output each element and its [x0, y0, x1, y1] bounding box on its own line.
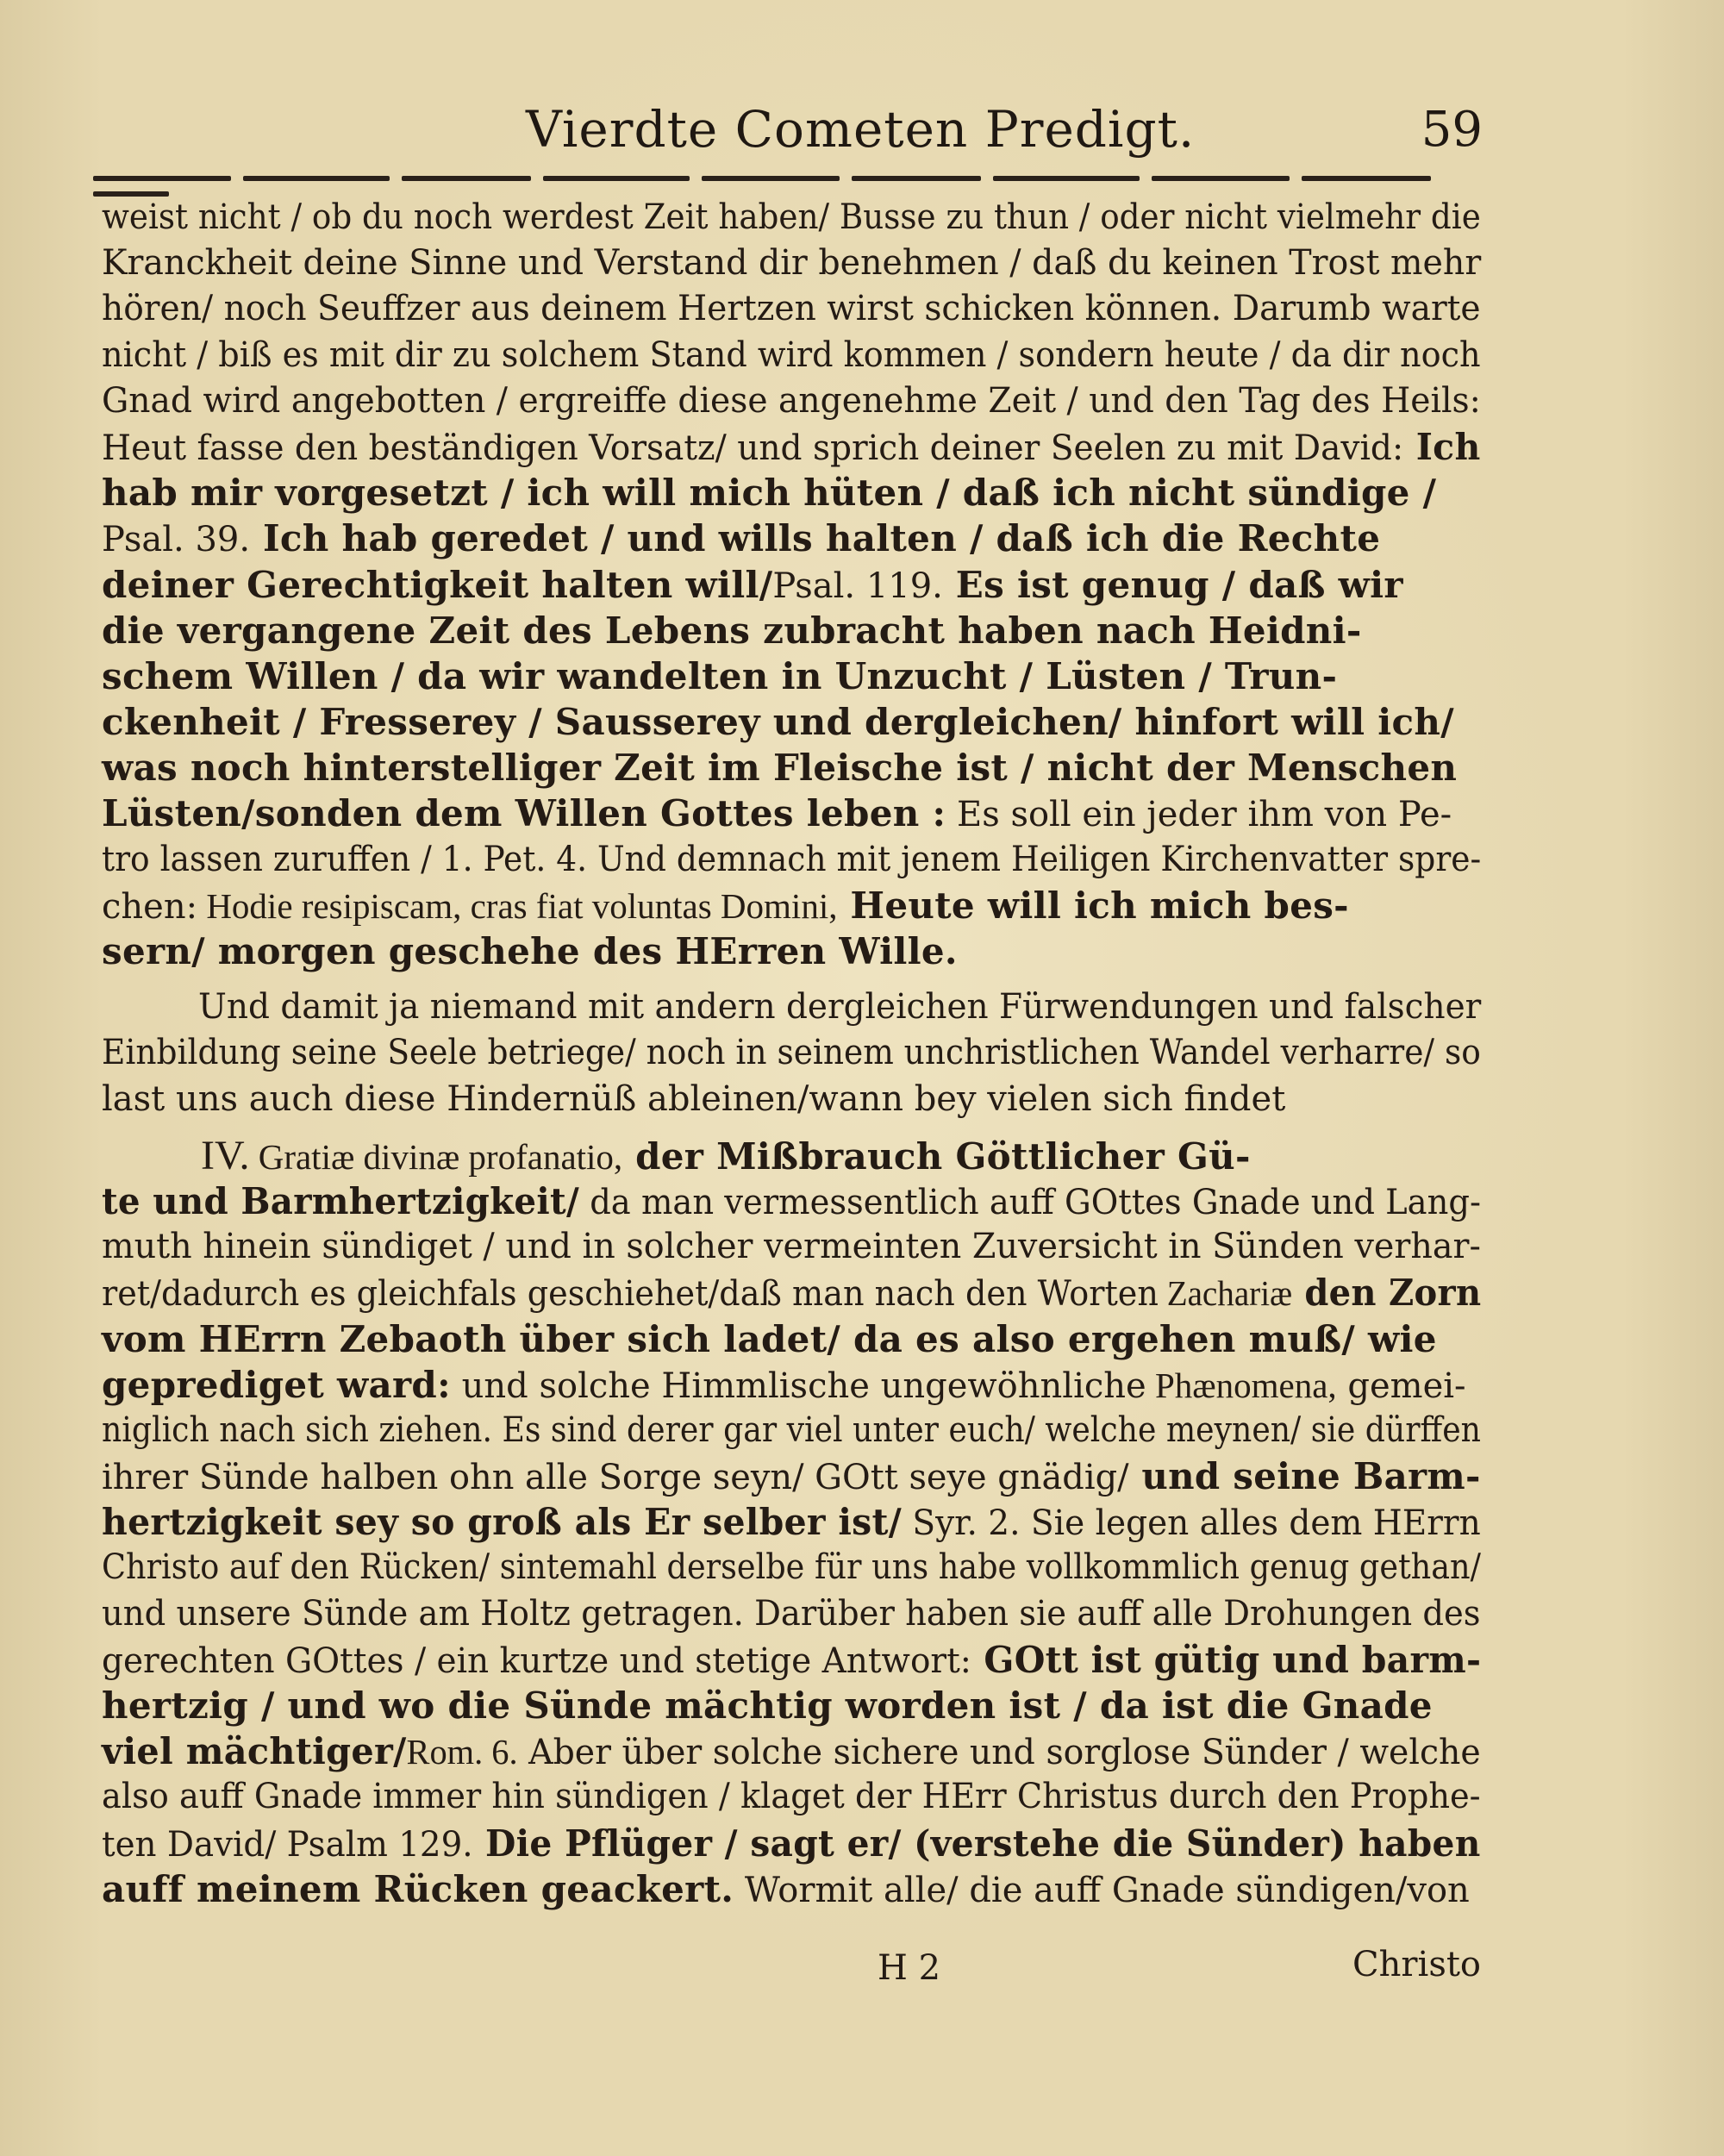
text-line: ihrer Sünde halben ohn alle Sorge seyn/ GOtt seye gnädig/ und seine Barm-: [102, 1455, 1481, 1498]
page-header: [95, 93, 1483, 162]
text-line: hertzig / und wo die Sünde mächtig worden ist / da ist die Gnade: [102, 1684, 1433, 1727]
text-line: hören/ noch Seuffzer aus deinem Hertzen wirst schicken können. Darumb warte: [102, 289, 1481, 329]
text-line: IV. Gratiæ divinæ profanatio, der Mißbrauch Göttlicher Gü-: [201, 1132, 1251, 1178]
text-line: weist nicht / ob du noch werdest Zeit haben/ Busse zu thun / oder nicht vielmehr die: [102, 197, 1481, 237]
text-line: Gnad wird angebotten / ergreiffe diese angenehme Zeit / und den Tag des Heils:: [102, 380, 1481, 421]
text-line: viel mächtiger/Rom. 6. Aber über solche sichere und sorglose Sünder / welche: [102, 1730, 1481, 1773]
text-line: Und damit ja niemand mit andern dergleichen Fürwendungen und falscher: [198, 987, 1482, 1028]
text-line: Psal. 39. Ich hab geredet / und wills halten / daß ich die Rechte: [102, 517, 1381, 560]
catchword: Christo: [1352, 1945, 1481, 1984]
text-line: und unsere Sünde am Holtz getragen. Darüber haben sie auff alle Drohungen des: [102, 1593, 1481, 1634]
text-line: chen: Hodie resipiscam, cras fiat voluntas Domini, Heute will ich mich bes-: [102, 884, 1349, 927]
header-rule: [93, 171, 1481, 183]
text-line: Christo auf den Rücken/ sintemahl derselbe für uns habe vollkommlich genug gethan/: [102, 1547, 1481, 1588]
text-line: was noch hinterstelliger Zeit im Fleische ist / nicht der Menschen: [102, 747, 1458, 790]
text-line: deiner Gerechtigkeit halten will/Psal. 119. Es ist genug / daß wir: [102, 563, 1403, 606]
text-line: sern/ morgen geschehe des HErren Wille.: [102, 930, 958, 972]
page-footer: [102, 1945, 1481, 1997]
text-line: ten David/ Psalm 129. Die Pflüger / sagt er/ (verstehe die Sünder) haben: [102, 1822, 1481, 1865]
text-line: last uns auch diese Hindernüß ableinen/wann bey vielen sich findet: [102, 1078, 1286, 1119]
text-line: schem Willen / da wir wandelten in Unzucht / Lüsten / Trun-: [102, 654, 1338, 697]
text-line: hab mir vorgesetzt / ich will mich hüten / daß ich nicht sündige /: [102, 472, 1437, 515]
text-line: tro lassen zuruffen / 1. Pet. 4. Und demnach mit jenem Heiligen Kirchenvatter spre-: [102, 839, 1482, 879]
signature-mark: H 2: [878, 1948, 941, 1988]
text-line: gerechten GOttes / ein kurtze und stetige Antwort: GOtt ist gütig und barm-: [102, 1638, 1482, 1681]
running-title: Vierdte Cometen Predigt.: [526, 100, 1196, 159]
text-line: muth hinein sündiget / und in solcher vermeinten Zuversicht in Sünden verhar-: [102, 1227, 1481, 1267]
text-line: hertzigkeit sey so groß als Er selber ist/ Syr. 2. Sie legen alles dem HErrn: [102, 1501, 1481, 1544]
text-line: niglich nach sich ziehen. Es sind derer gar viel unter euch/ welche meynen/ sie dürffen: [102, 1409, 1481, 1450]
text-line: ret/dadurch es gleichfals geschiehet/daß man nach den Worten Zachariæ den Zorn: [102, 1272, 1482, 1315]
body-text: [102, 195, 1481, 1912]
section-numeral: IV.: [201, 1132, 250, 1178]
text-line: ckenheit / Fresserey / Sausserey und dergleichen/ hinfort will ich/: [102, 701, 1454, 744]
text-line: die vergangene Zeit des Lebens zubracht haben nach Heidni-: [102, 609, 1362, 652]
text-line: vom HErrn Zebaoth über sich ladet/ da es also ergehen muß/ wie: [102, 1317, 1437, 1360]
text-line: also auff Gnade immer hin sündigen / klaget der HErr Christus durch den Prophe-: [102, 1777, 1481, 1817]
text-line: auff meinem Rücken geackert. Wormit alle/ die auff Gnade sündigen/von: [102, 1867, 1470, 1910]
text-line: Heut fasse den beständigen Vorsatz/ und sprich deiner Seelen zu mit David: Ich: [102, 425, 1481, 468]
text-line: geprediget ward: und solche Himmlische ungewöhnliche Phænomena, gemei-: [102, 1363, 1466, 1406]
text-line: te und Barmhertzigkeit/ da man vermessentlich auff GOttes Gnade und Lang-: [102, 1179, 1481, 1222]
text-line: nicht / biß es mit dir zu solchem Stand wird kommen / sondern heute / da dir noch: [102, 334, 1481, 375]
page-number: 59: [1421, 102, 1483, 158]
text-line: Kranckheit deine Sinne und Verstand dir benehmen / daß du keinen Trost mehr: [102, 243, 1482, 284]
text-line: Lüsten/sonden dem Willen Gottes leben : Es soll ein jeder ihm von Pe-: [102, 792, 1452, 835]
text-line: Einbildung seine Seele betriege/ noch in seinem unchristlichen Wandel verharre/ so: [102, 1033, 1481, 1073]
